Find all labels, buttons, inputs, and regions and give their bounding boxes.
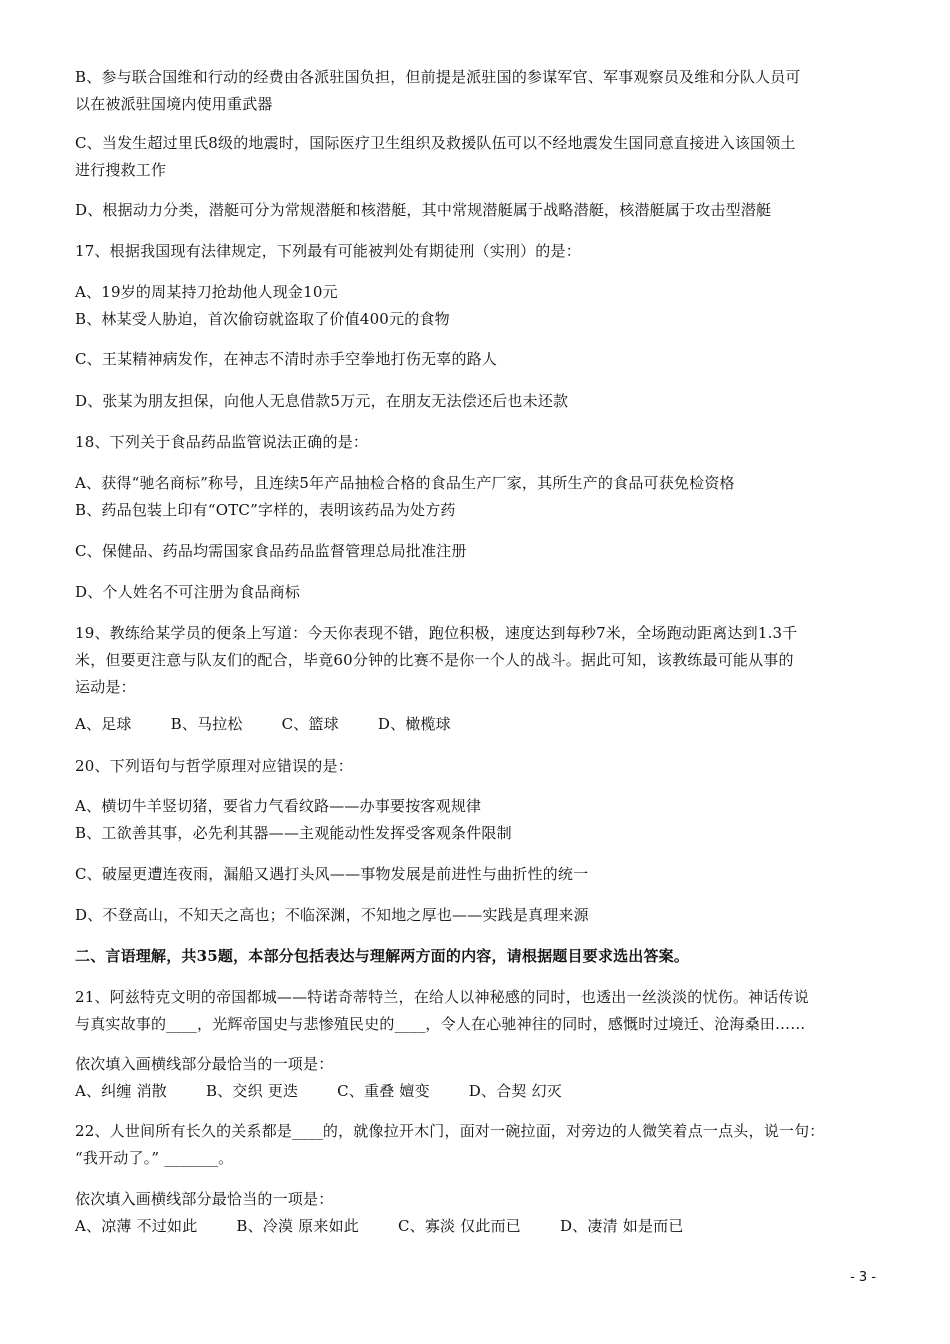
q16-option-b-line1: B、参与联合国维和行动的经费由各派驻国负担，但前提是派驻国的参谋军官、军事观察员及维和分队人员可 [75, 68, 801, 86]
q21-option-d: D、合契 幻灭 [468, 1082, 562, 1100]
q17-option-c: C、王某精神病发作，在神志不清时赤手空拳地打伤无辜的路人 [75, 350, 498, 368]
q20-stem: 20、下列语句与哲学原理对应错误的是： [75, 757, 353, 775]
q16-option-b-line2: 以在被派驻国境内使用重武器 [75, 95, 273, 113]
q21-stem-line1: 21、阿兹特克文明的帝国都城——特诺奇蒂特兰，在给人以神秘感的同时，也透出一丝淡淡的忧伤。神话传说 [75, 988, 809, 1006]
q22-options [75, 1216, 718, 1236]
q21-options [75, 1081, 596, 1101]
q20-option-a: A、横切牛羊竖切猪，要省力气看纹路——办事要按客观规律 [75, 797, 482, 815]
q18-option-c: C、保健品、药品均需国家食品药品监督管理总局批准注册 [75, 542, 467, 560]
q22-option-c: C、寡淡 仅此而已 [397, 1217, 521, 1235]
page-number: - 3 - [850, 1270, 876, 1285]
q20-option-c: C、破屋更遭连夜雨，漏船又遇打头风——事物发展是前进性与曲折性的统一 [75, 865, 589, 883]
q21-stem-line2: 与真实故事的____，光辉帝国史与悲惨殖民史的____，令人在心驰神往的同时，感慨时过境迁、沧海桑田…… [75, 1015, 806, 1033]
q17-option-d: D、张某为朋友担保，向他人无息借款5万元，在朋友无法偿还后也未还款 [75, 392, 569, 410]
q16-option-c-line2: 进行搜救工作 [75, 161, 167, 179]
q19-stem-line1: 19、教练给某学员的便条上写道：今天你表现不错，跑位积极，速度达到每秒7米，全场跑动距离达到1.3千 [75, 624, 798, 642]
q16-option-c-line1: C、当发生超过里氏8级的地震时，国际医疗卫生组织及救援队伍可以不经地震发生国同意直接进入该国领土 [75, 134, 796, 152]
q19-option-a: A、足球 [75, 715, 132, 733]
q21-option-b: B、交织 更迭 [205, 1082, 299, 1100]
q22-instruction: 依次填入画横线部分最恰当的一项是： [75, 1190, 334, 1208]
q22-option-b: B、冷漠 原来如此 [236, 1217, 359, 1235]
q22-option-a: A、凉薄 不过如此 [75, 1217, 198, 1235]
q19-stem-line3: 运动是： [75, 678, 136, 696]
q16-option-d: D、根据动力分类，潜艇可分为常规潜艇和核潜艇，其中常规潜艇属于战略潜艇，核潜艇属于攻击型潜艇 [75, 201, 772, 219]
q19-option-c: C、篮球 [281, 715, 339, 733]
q22-stem-line2: “我开动了。” _______。 [75, 1149, 234, 1167]
q21-instruction: 依次填入画横线部分最恰当的一项是： [75, 1055, 334, 1073]
q18-option-a: A、获得“驰名商标”称号，且连续5年产品抽检合格的食品生产厂家，其所生产的食品可获免检资格 [75, 474, 735, 492]
q17-stem: 17、根据我国现有法律规定，下列最有可能被判处有期徒刑（实刑）的是： [75, 242, 581, 260]
q21-option-a: A、纠缠 消散 [75, 1082, 168, 1100]
q21-option-c: C、重叠 嬗变 [337, 1082, 430, 1100]
q19-options [75, 714, 485, 734]
q18-option-b: B、药品包装上印有“OTC”字样的，表明该药品为处方药 [75, 501, 456, 519]
q17-option-a: A、19岁的周某持刀抢劫他人现金10元 [75, 283, 338, 301]
q22-option-d: D、凄清 如是而已 [559, 1217, 684, 1235]
q20-option-b: B、工欲善其事，必先利其器——主观能动性发挥受客观条件限制 [75, 824, 512, 842]
q19-option-b: B、马拉松 [170, 715, 243, 733]
q18-stem: 18、下列关于食品药品监管说法正确的是： [75, 433, 369, 451]
q19-stem-line2: 米，但要更注意与队友们的配合，毕竟60分钟的比赛不是你一个人的战斗。据此可知，该教练最可能从事的 [75, 651, 794, 669]
section-two-heading: 二、言语理解，共35题，本部分包括表达与理解两方面的内容，请根据题目要求选出答案。 [75, 947, 690, 965]
q17-option-b: B、林某受人胁迫，首次偷窃就盗取了价值400元的食物 [75, 310, 450, 328]
q22-stem-line1: 22、人世间所有长久的关系都是____的，就像拉开木门，面对一碗拉面，对旁边的人微笑着点一点头，说一句： [75, 1122, 825, 1140]
q20-option-d: D、不登高山，不知天之高也；不临深渊，不知地之厚也——实践是真理来源 [75, 906, 589, 924]
q19-option-d: D、橄榄球 [377, 715, 451, 733]
q18-option-d: D、个人姓名不可注册为食品商标 [75, 583, 301, 601]
